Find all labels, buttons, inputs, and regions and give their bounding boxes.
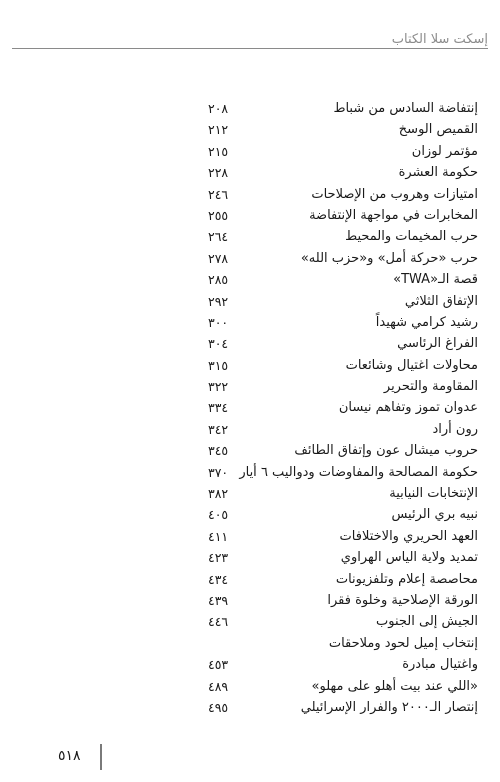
toc-entry [208, 440, 478, 461]
toc-entry [208, 526, 478, 547]
toc-entry [208, 483, 478, 504]
toc-entry [208, 269, 478, 290]
toc-entry-page: ٣٨٢ [208, 486, 229, 502]
toc-entry [208, 141, 478, 162]
toc-entry-page: ٢٠٨ [208, 101, 229, 116]
toc-entry-title: حرب المخيمات والمحيط [345, 229, 478, 245]
toc-entry-page: ٢٤٦ [208, 186, 229, 202]
toc-entry-title: الورقة الإصلاحية وخلوة فقرا [327, 592, 478, 608]
toc-entry [208, 462, 478, 483]
toc-entry-page: ٣٤٢ [208, 421, 229, 437]
toc-entry-title: نبيه بري الرئيس [391, 507, 478, 523]
toc-entry-page: ٤٢٣ [208, 550, 229, 566]
toc-entry-title: الإتفاق الثلاثي [404, 293, 478, 309]
toc-entry [208, 355, 478, 376]
toc-entry [208, 98, 478, 119]
header-rule [12, 48, 488, 49]
toc-entry [208, 162, 478, 183]
toc-entry [208, 419, 478, 440]
toc-entry-page: ٤٣٤ [208, 571, 229, 587]
toc-entry-page: ٤٥٣ [208, 657, 229, 673]
toc-entry-page: ٤٩٥ [208, 699, 229, 715]
toc-entry-title: حكومة العشرة [398, 165, 478, 181]
toc-entry-title: المقاومة والتحرير [383, 379, 478, 395]
toc-entry-page: ٢٦٤ [208, 229, 229, 245]
toc-entry-page: ٢١٥ [208, 143, 229, 159]
toc-entry [208, 504, 478, 525]
toc-entry [208, 376, 478, 397]
toc-entry-title: محاصصة إعلام وتلفزيونات [335, 571, 478, 587]
toc-entry [208, 333, 478, 354]
toc-entry-page: ٣٣٤ [208, 400, 229, 416]
toc-entry-title: مؤتمر لوزان [411, 143, 478, 159]
toc-entry-page: ٣١٥ [208, 357, 229, 373]
toc-entry [208, 226, 478, 247]
toc-entry [208, 312, 478, 333]
toc-entry [208, 184, 478, 205]
toc-entry [208, 676, 478, 697]
toc-entry-title: رشيد كرامي شهيداً [375, 314, 478, 330]
toc-entry-title: امتيازات وهروب من الإصلاحات [311, 186, 478, 202]
toc-entry-title: إنتفاضة السادس من شباط [333, 101, 478, 116]
toc-entry-page: ٣٠٤ [208, 336, 229, 352]
page-number: ٥١٨ [58, 748, 81, 764]
toc-entry-title: المخابرات في مواجهة الإنتفاضة [309, 207, 478, 223]
running-header [12, 34, 488, 50]
table-of-contents [208, 98, 478, 718]
toc-entry-title: الفراغ الرئاسي [397, 336, 478, 352]
toc-entry-title: حروب ميشال عون وإتفاق الطائف [294, 443, 478, 459]
toc-entry-title: إنتخاب إميل لحود وملاحقات [328, 635, 478, 651]
toc-entry-title: تمديد ولاية الياس الهراوي [340, 550, 478, 566]
toc-entry [208, 291, 478, 312]
toc-entry-page: ٢٧٨ [208, 250, 229, 266]
toc-entry-page: ٤٠٥ [208, 507, 229, 523]
toc-entry [208, 119, 478, 140]
toc-entry [208, 397, 478, 418]
toc-entry-title: العهد الحريري والاختلافات [339, 528, 478, 544]
toc-entry-title: القميص الوسخ [398, 122, 478, 138]
toc-entry-page: ٢٢٨ [208, 165, 229, 181]
toc-entry [228, 633, 478, 654]
toc-entry [208, 569, 478, 590]
toc-entry [208, 205, 478, 226]
toc-entry-title: الإنتخابات النيابية [389, 486, 478, 502]
toc-entry-page: ٣٤٥ [208, 443, 229, 459]
toc-entry [208, 611, 478, 632]
toc-entry-title: رون أراد [432, 421, 478, 437]
toc-entry-page: ٢٥٥ [208, 207, 229, 223]
toc-entry [208, 590, 478, 611]
toc-entry-page: ٣٢٢ [208, 379, 229, 395]
toc-entry-page: ٢١٢ [208, 122, 229, 138]
folio-rule [100, 744, 102, 770]
toc-entry [208, 697, 478, 718]
toc-entry [208, 547, 478, 568]
toc-entry-title: «اللي عند بيت أهلو على مهلو» [311, 678, 478, 694]
toc-entry-page: ٢٨٥ [208, 272, 229, 288]
toc-entry-title: إنتصار الـ٢٠٠٠ والفرار الإسرائيلي [300, 699, 478, 715]
toc-entry-page: ٤١١ [208, 528, 229, 544]
toc-entry-page: ٤٨٩ [208, 678, 229, 694]
toc-entry-page: ٣٧٠ [208, 464, 229, 480]
running-header-title: إسكت سلا الكتاب [384, 32, 488, 47]
toc-entry-title: عدوان تموز وتفاهم نيسان [338, 400, 478, 416]
toc-entry-title: محاولات اغتيال وشائعات [345, 357, 478, 373]
toc-entry-title: حرب «حركة أمل» و«حزب الله» [300, 250, 478, 266]
toc-entry-page: ٢٩٢ [208, 293, 229, 309]
toc-entry [208, 248, 478, 269]
toc-entry-title: واغتيال مبادرة [402, 657, 478, 673]
toc-entry-page: ٤٣٩ [208, 592, 229, 608]
toc-entry [208, 654, 478, 675]
toc-entry-title: حكومة المصالحة والمفاوضات ودواليب ٦ أيار [239, 464, 478, 480]
toc-entry-page: ٣٠٠ [208, 314, 229, 330]
toc-entry-title: الجيش إلى الجنوب [376, 614, 478, 630]
toc-entry-page: ٤٤٦ [208, 614, 229, 630]
toc-entry-title: قصة الـ«TWA» [393, 272, 478, 288]
